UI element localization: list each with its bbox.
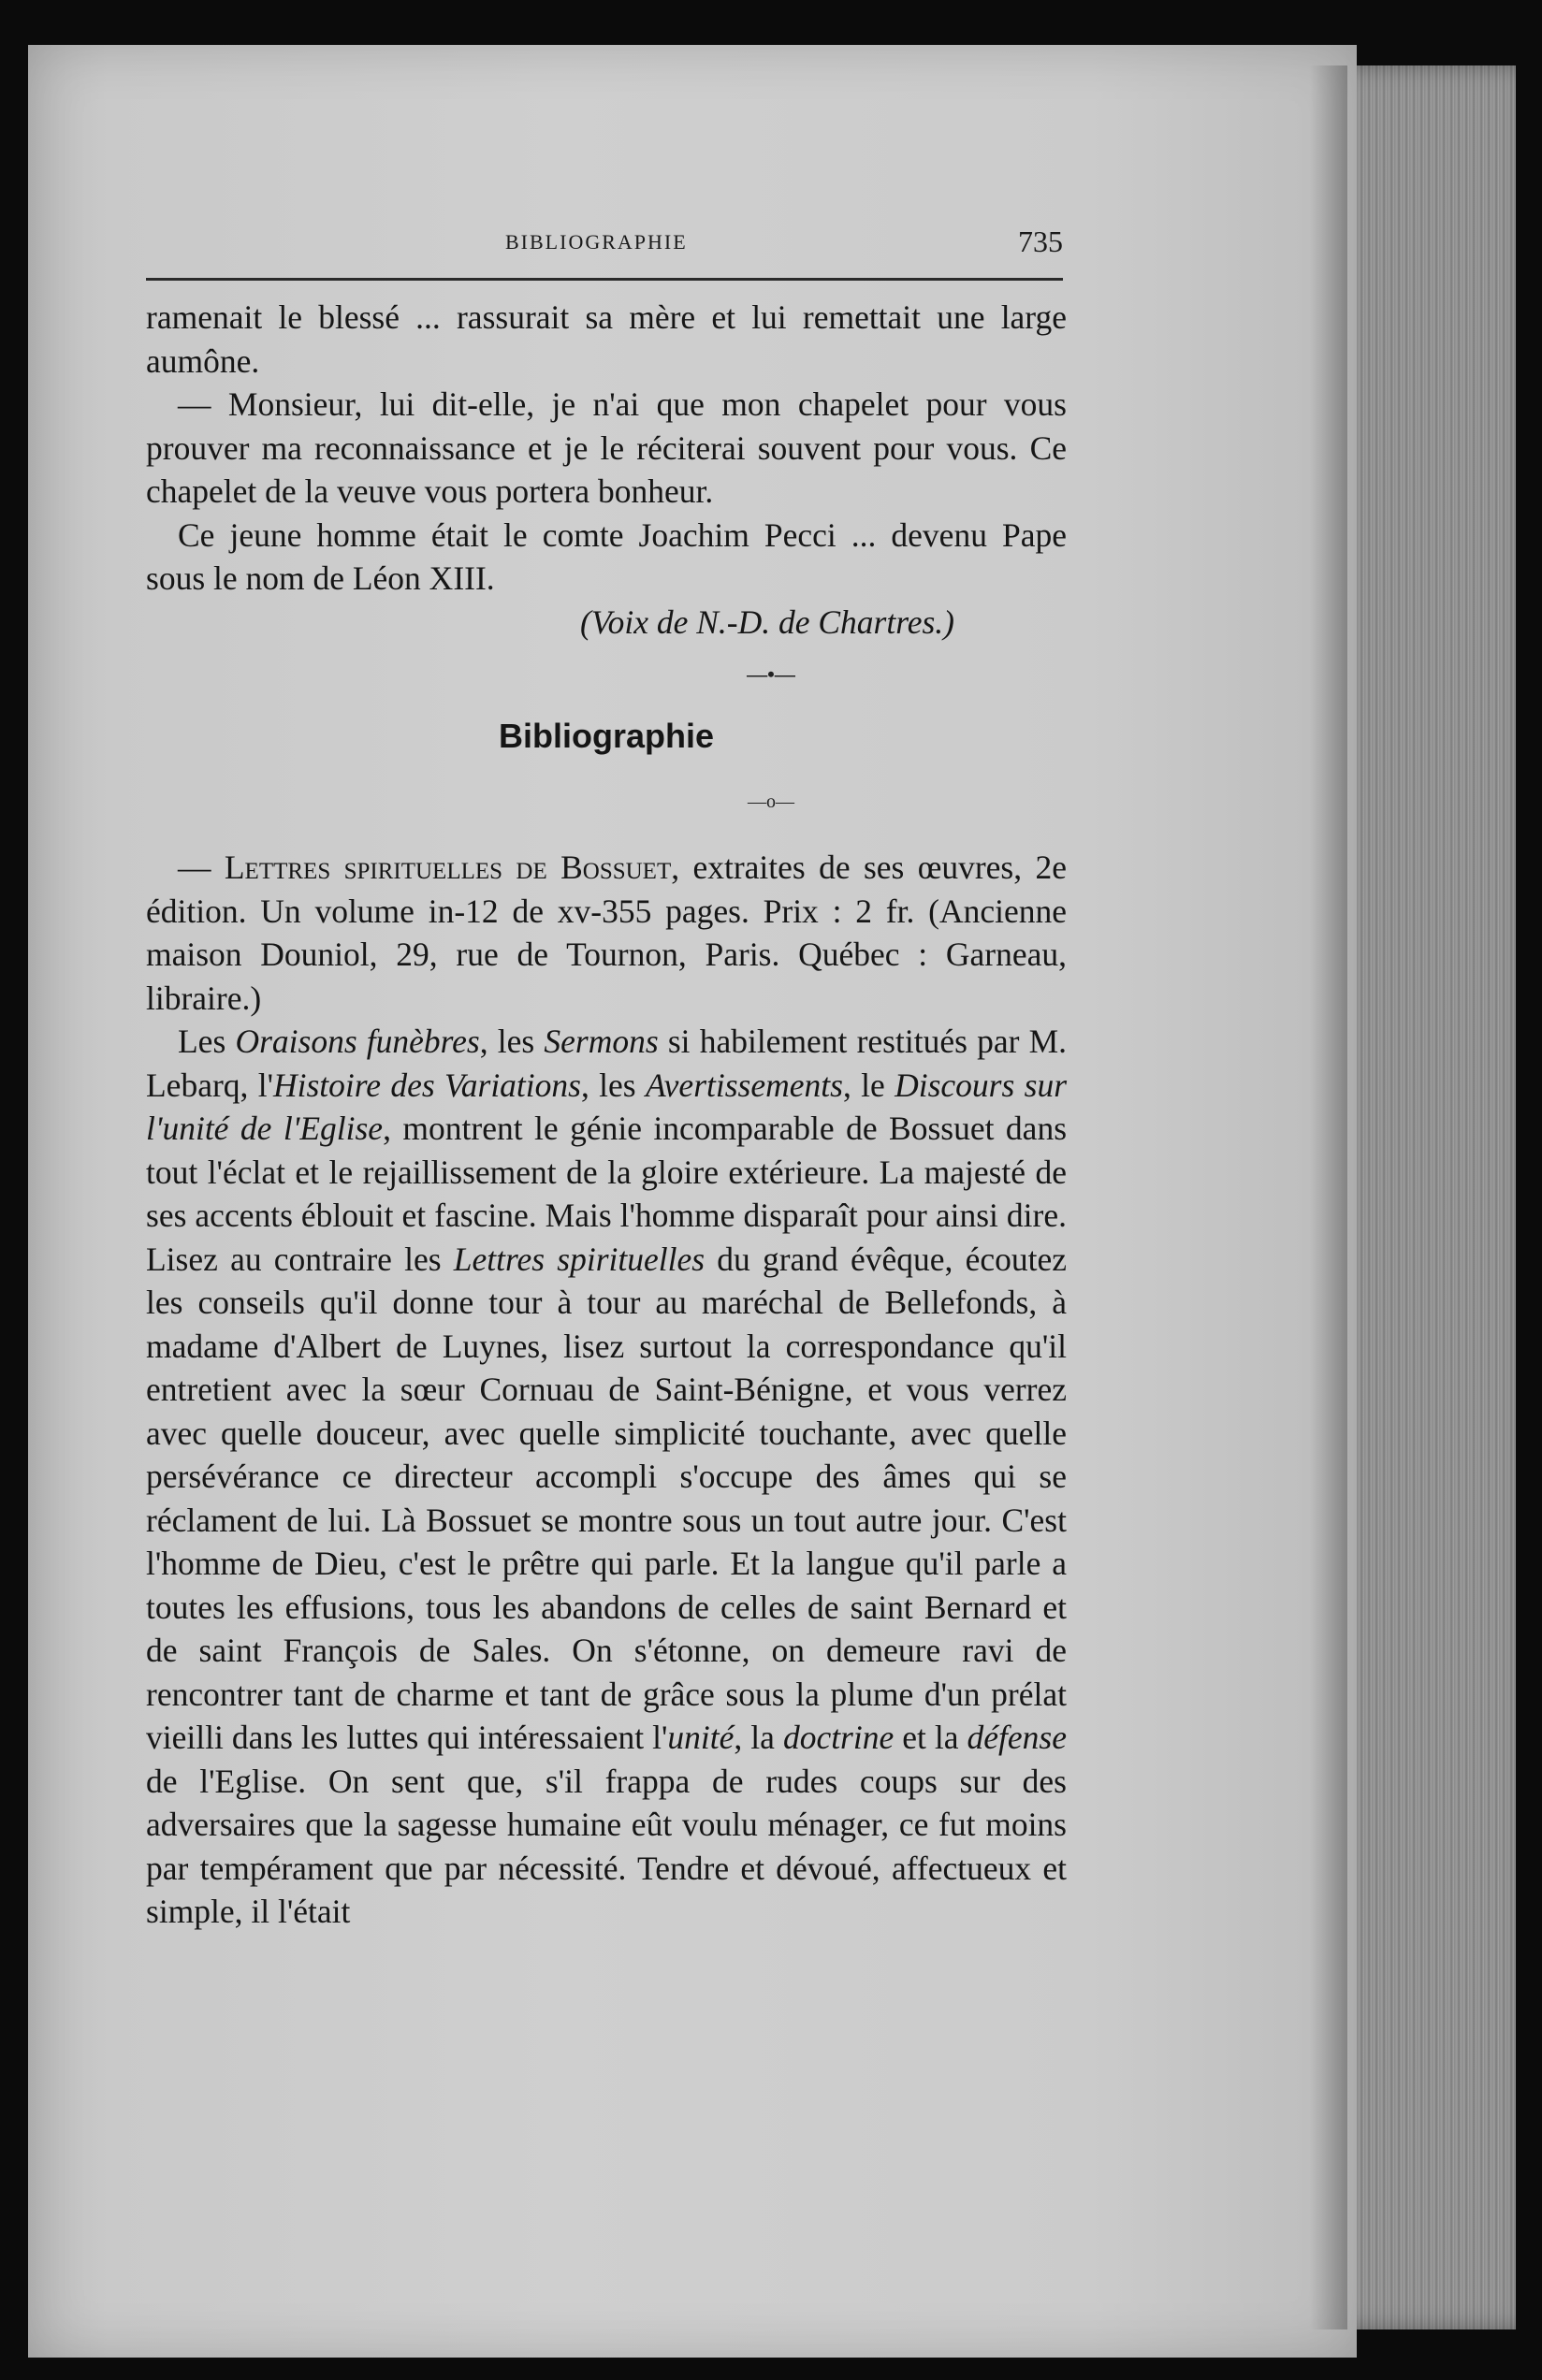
- work-title: Histoire des Variations: [272, 1066, 581, 1104]
- emphasis: défense: [967, 1719, 1067, 1756]
- page-gutter-shadow: [1310, 65, 1347, 2329]
- work-title: Oraisons funèbres: [235, 1023, 480, 1060]
- entry-dash: —: [178, 849, 225, 886]
- work-title: Discours sur l'unité de l'Eglise: [146, 1066, 1068, 1147]
- emphasis: unité: [667, 1719, 735, 1756]
- review-paragraph: Les Oraisons funèbres, les Sermons si habilement restitués par M. Lebarq, l'Histoire des Variations, les Avertissements, le Discours sur l'unité de l'Eglise, montrent le génie incomparable de Bossuet dans tout l'éclat et le rejaillissement de la gloire extérieure. La majesté de ses accents éblouit et fascine. Mais l'homme disparaît pour ainsi dire. Lisez au contraire les Lettres spirituelles du grand évêque, écoutez les conseils qu'il donne tour à tour au maréchal de Bellefonds, à madame d'Albert de Luynes, lisez surtout la correspondance qu'il entretient avec la sœur Cornuau de Saint-Bénigne, et vous verrez avec quelle douceur, avec quelle simplicité touchante, avec quelle persévérance ce directeur accompli s'occupe des âmes qui se réclament de lui. Là Bossuet se montre sous un tout autre jour. C'est l'homme de Dieu, c'est le prêtre qui parle. Et la langue qu'il parle a toutes les effusions, tous les abandons de celles de saint Bernard et de saint François de Sales. On s'étonne, on demeure ravi de rencontrer tant de charme et tant de grâce sous la plume d'un prélat vieilli dans les luttes qui intéressaient l'unité, la doctrine et la défense de l'Eglise. On sent que, s'il frappa de rudes coups sur des adversaires que la sagesse humaine eût voulu ménager, ce fut moins par tempérament que par nécessité. Tendre et dévoué, affectueux et simple, il l'était: [146, 1023, 1068, 1930]
- continued-line: ramenait le blessé ... rassurait sa mère et lui remettait une large aumône.: [146, 298, 1067, 380]
- entry-title: Lettres spirituelles de Bossuet,: [224, 849, 680, 886]
- header-rule: [146, 278, 1063, 281]
- ornament-small: —o—: [748, 791, 794, 812]
- closing-paragraph: Ce jeune homme était le comte Joachim Pecci ... devenu Pape sous le nom de Léon XIII.: [146, 515, 1067, 597]
- work-title: Sermons: [544, 1023, 659, 1060]
- work-title: Lettres spirituelles: [453, 1240, 706, 1278]
- emphasis: doctrine: [782, 1719, 895, 1756]
- section-title: Bibliographie: [498, 717, 714, 755]
- ornament-divider: —•—: [747, 662, 795, 686]
- continued-text: [146, 296, 1067, 644]
- source-citation: (Voix de N.-D. de Chartres.): [580, 602, 954, 641]
- dialogue-paragraph: — Monsieur, lui dit-elle, je n'ai que mon chapelet pour vous prouver ma reconnaissance et je le réciterai souvent pour vous. Ce chapelet de la veuve vous portera bonheur.: [146, 385, 1067, 510]
- work-title: Avertissements: [645, 1066, 843, 1104]
- page-number: 735: [1018, 225, 1063, 258]
- bibliography-entry: [146, 846, 1067, 1934]
- entry-paragraph: [146, 846, 1067, 1020]
- entry-details: extraites de ses œuvres, 2e édition. Un volume in-12 de xv-355 pages. Prix : 2 fr. (Ancienne maison Douniol, 29, rue de Tournon, Paris. Québec : Garneau, libraire.): [146, 849, 1067, 1017]
- page-header: [146, 225, 1063, 273]
- running-head: BIBLIOGRAPHIE: [505, 230, 688, 254]
